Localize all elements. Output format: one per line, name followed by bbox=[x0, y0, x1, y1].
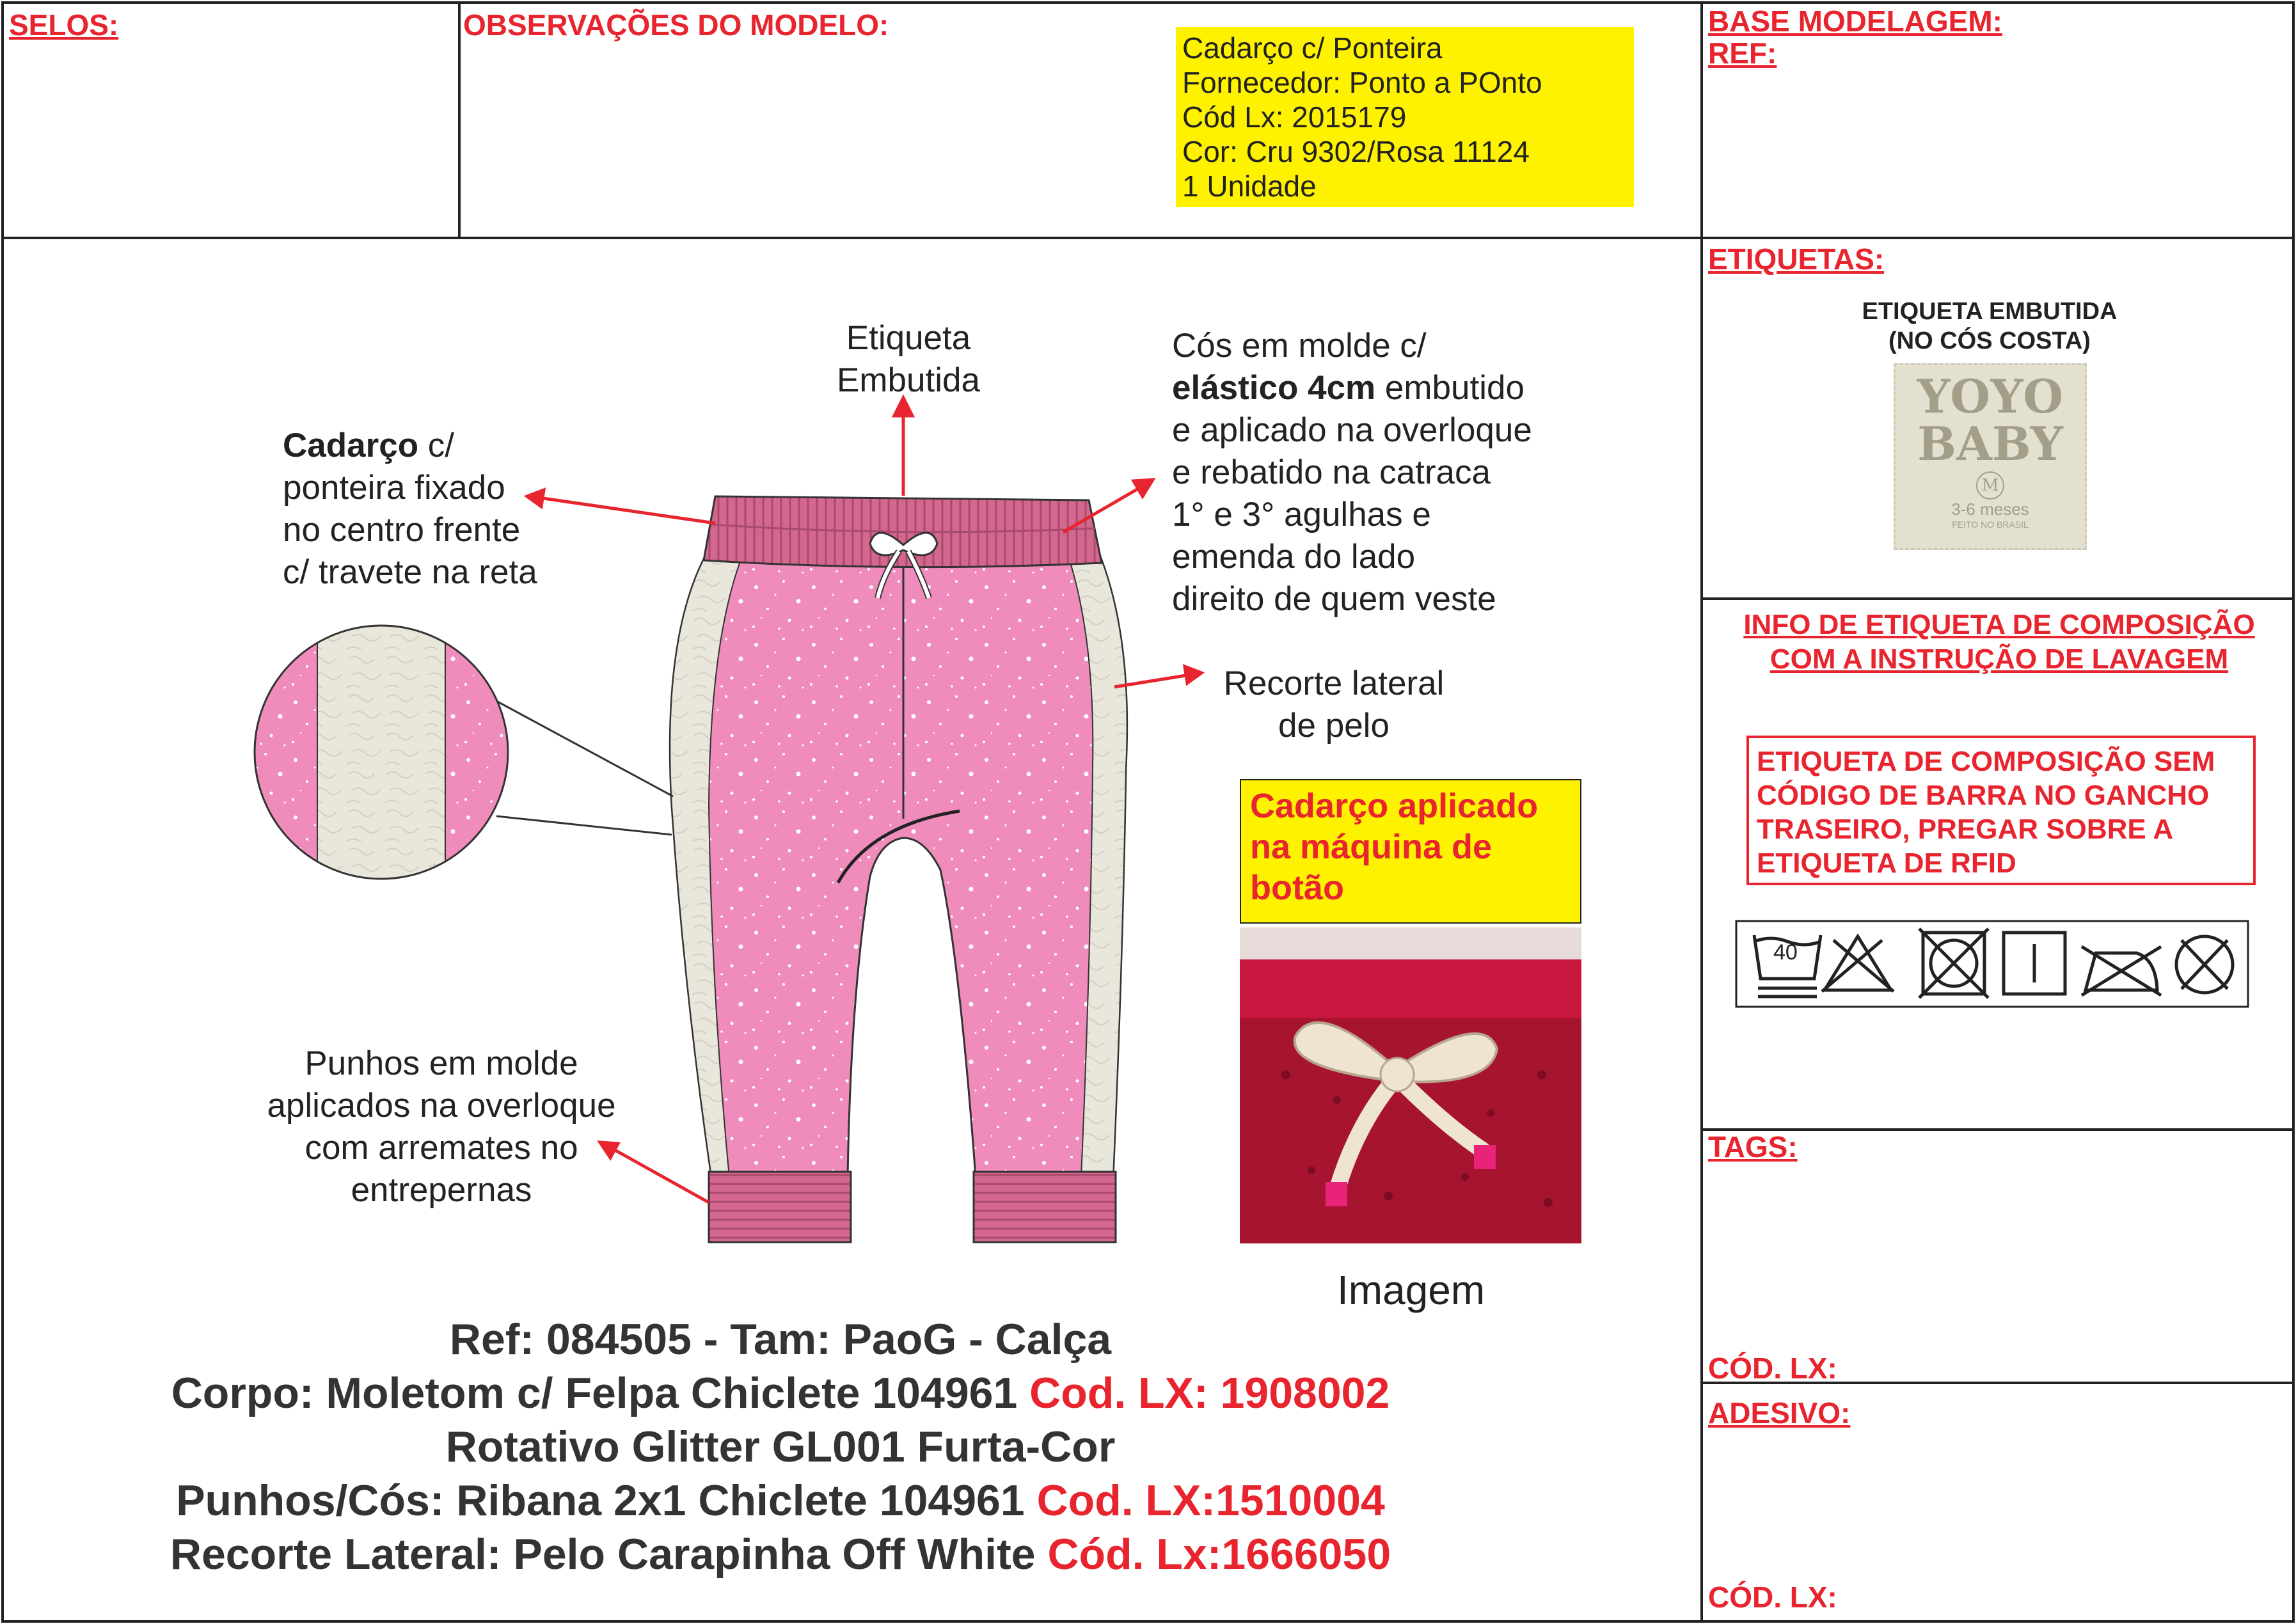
note-line: Cadarço c/ Ponteira bbox=[1182, 31, 1443, 65]
spec-line: Ref: 084505 - Tam: PaoG - Calça bbox=[449, 1315, 1112, 1364]
pants-body bbox=[670, 549, 1127, 1177]
info-label: INFO DE ETIQUETA DE COMPOSIÇÃO COM A INSTRUÇÃO DE LAVAGEM bbox=[1743, 609, 2255, 675]
wash-temp: 40 bbox=[1773, 940, 1798, 965]
imagem-caption: Imagem bbox=[1337, 1267, 1485, 1313]
note-line: Fornecedor: Ponto a POnto bbox=[1182, 66, 1542, 99]
note-line: 1 Unidade bbox=[1182, 169, 1317, 203]
spec-line: Corpo: Moletom c/ Felpa Chiclete 104961 Cod. LX: 1908002 bbox=[171, 1369, 1390, 1417]
composition-note: ETIQUETA DE COMPOSIÇÃO SEM CÓDIGO DE BARRA NO GANCHO TRASEIRO, PREGAR SOBRE A ETIQUETA DE RFID bbox=[1746, 736, 2256, 885]
spec-line: Rotativo Glitter GL001 Furta-Cor bbox=[445, 1423, 1116, 1471]
cod-lx-label-2: CÓD. LX: bbox=[1708, 1581, 1837, 1614]
spec-block bbox=[141, 1313, 1420, 1581]
product-photo bbox=[1240, 927, 1581, 1243]
ref-label: REF: bbox=[1708, 36, 1777, 70]
right-cuff bbox=[974, 1172, 1116, 1242]
note-line: Cód Lx: 2015179 bbox=[1182, 100, 1407, 134]
etiqueta-embutida-note: Etiqueta Embutida bbox=[837, 319, 980, 399]
cos-note: Cós em molde c/ elástico 4cm embutido e aplicado na overloque e rebatido na catraca 1° e 3° agulhas e emenda do lado direito de quem veste bbox=[1172, 327, 1532, 618]
recorte-note: Recorte lateral de pelo bbox=[1223, 665, 1445, 745]
adesivo-label: ADESIVO: bbox=[1708, 1396, 1851, 1430]
selos-label: SELOS: bbox=[9, 8, 119, 42]
cod-lx-label: CÓD. LX: bbox=[1708, 1352, 1837, 1385]
etiqueta-title: ETIQUETA EMBUTIDA (NO CÓS COSTA) bbox=[1862, 298, 2118, 354]
detail-magnifier bbox=[249, 620, 673, 889]
spec-line: Recorte Lateral: Pelo Carapinha Off White Cód. Lx:1666050 bbox=[170, 1530, 1391, 1579]
base-modelagem-label: BASE MODELAGEM: bbox=[1708, 4, 2002, 38]
tags-label: TAGS: bbox=[1708, 1130, 1798, 1163]
care-symbols bbox=[1736, 921, 2248, 1007]
etiquetas-label: ETIQUETAS: bbox=[1708, 242, 1885, 276]
left-cuff bbox=[709, 1172, 851, 1242]
observacoes-label: OBSERVAÇÕES DO MODELO: bbox=[463, 8, 889, 42]
punhos-note: Punhos em molde aplicados na overloque com arremates no entrepernas bbox=[267, 1045, 616, 1209]
brand-label: YOYO BABY M 3-6 meses FEITO NO BRASIL bbox=[1894, 363, 2087, 550]
spec-line: Punhos/Cós: Ribana 2x1 Chiclete 104961 Cod. LX:1510004 bbox=[176, 1476, 1385, 1525]
cadarco-note: Cadarço c/ ponteira fixado no centro frente c/ travete na reta bbox=[283, 427, 537, 591]
callout-box: Cadarço aplicado na máquina de botão bbox=[1240, 779, 1581, 924]
note-line: Cor: Cru 9302/Rosa 11124 bbox=[1182, 135, 1530, 168]
